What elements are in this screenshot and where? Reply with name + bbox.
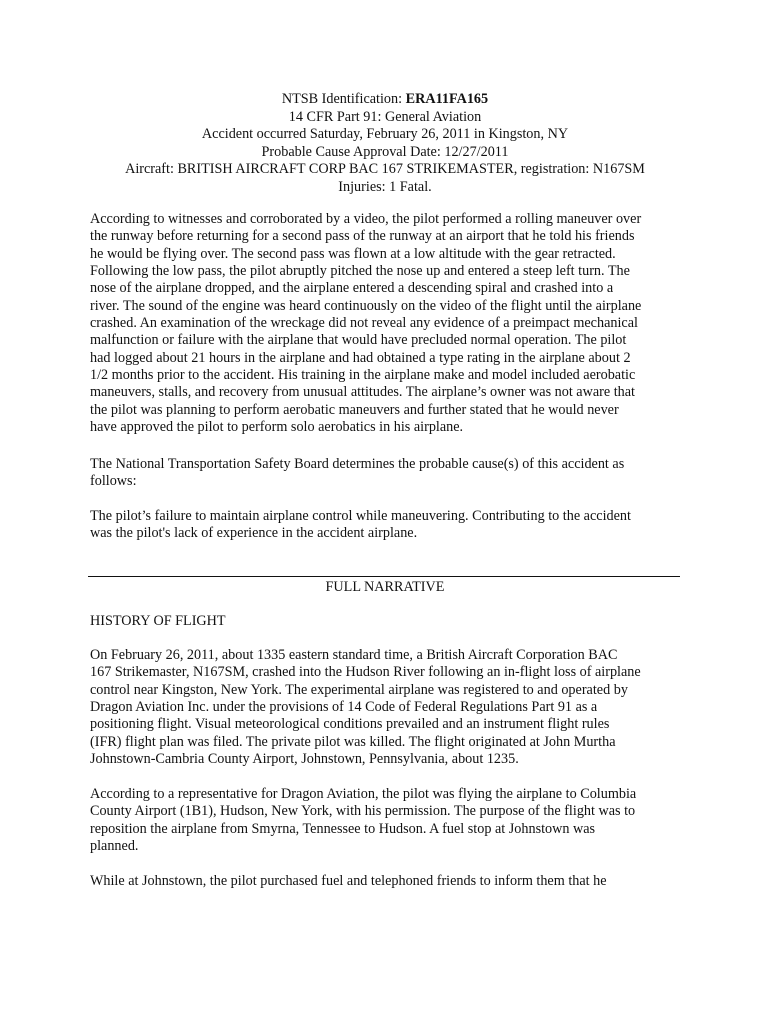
identification-number: ERA11FA165: [405, 91, 489, 107]
history-of-flight-heading: HISTORY OF FLIGHT: [90, 613, 226, 629]
accident-date-location: Accident occurred Saturday, February 26, 2011 in Kingston, NY: [201, 126, 569, 143]
full-narrative-title: FULL NARRATIVE: [325, 579, 445, 595]
ntsb-identification: NTSB Identification: ERA11FA165: [281, 91, 489, 107]
cfr-part: 14 CFR Part 91: General Aviation: [288, 108, 482, 125]
report-header: [90, 91, 680, 197]
history-paragraph-2: According to a representative for Dragon Aviation, the pilot was flying the airplane to Columbia County Airport (1B1), Hudson, New York, with his permission. The purpose of the flight was to reposition the airplane from Smyrna, Tennessee to Hudson. A fuel stop at Johnstown was planned.: [90, 786, 637, 855]
approval-date: Probable Cause Approval Date: 12/27/2011: [261, 143, 509, 160]
probable-cause-paragraph: The pilot’s failure to maintain airplane control while maneuvering. Contributing to the accident was the pilot's lack of experience in the accident airplane.: [90, 508, 631, 542]
summary-paragraph: According to witnesses and corroborated by a video, the pilot performed a rolling maneuver over the runway before returning for a second pass of the runway at an airport that he told his friends he would be flying over. The second pass was flown at a low altitude with the gear retracted. Following the low pass, the pilot abruptly pitched the nose up and entered a steep left turn. The nose of the airplane dropped, and the airplane entered a descending spiral and crashed into a river. The sound of the engine was heard continuously on the video of the flight until the airplane crashed. An examination of the wreckage did not reveal any evidence of a preimpact mechanical malfunction or failure with the airplane that would have precluded normal operation. The pilot had logged about 21 hours in the airplane and had obtained a type rating in the airplane about 2 1/2 months prior to the accident. His training in the airplane make and model included aerobatic maneuvers, stalls, and recovery from unusual attitudes. The airplane’s owner was not aware that the pilot was planning to perform aerobatic maneuvers and further stated that he would never have approved the pilot to perform solo aerobatics in his airplane.: [90, 211, 642, 436]
injuries: Injuries: 1 Fatal.: [338, 178, 432, 195]
section-divider: [88, 576, 680, 577]
history-paragraph-1: On February 26, 2011, about 1335 eastern standard time, a British Aircraft Corporation BAC 167 Strikemaster, N167SM, crashed into the Hudson River following an in-flight loss of airplane control near Kingston, New York. The experimental airplane was registered to and operated by Dragon Aviation Inc. under the provisions of 14 Code of Federal Regulations Part 91 as a positioning flight. Visual meteorological conditions prevailed and an instrument flight rules (IFR) flight plan was filed. The private pilot was killed. The flight originated at John Murtha Johnstown-Cambria County Airport, Johnstown, Pennsylvania, about 1235.: [90, 647, 641, 768]
aircraft-info: Aircraft: BRITISH AIRCRAFT CORP BAC 167 STRIKEMASTER, registration: N167SM: [125, 161, 645, 178]
history-paragraph-3: While at Johnstown, the pilot purchased fuel and telephoned friends to inform them that he: [90, 873, 607, 889]
determination-paragraph: The National Transportation Safety Board determines the probable cause(s) of this accident as follows:: [90, 456, 625, 490]
